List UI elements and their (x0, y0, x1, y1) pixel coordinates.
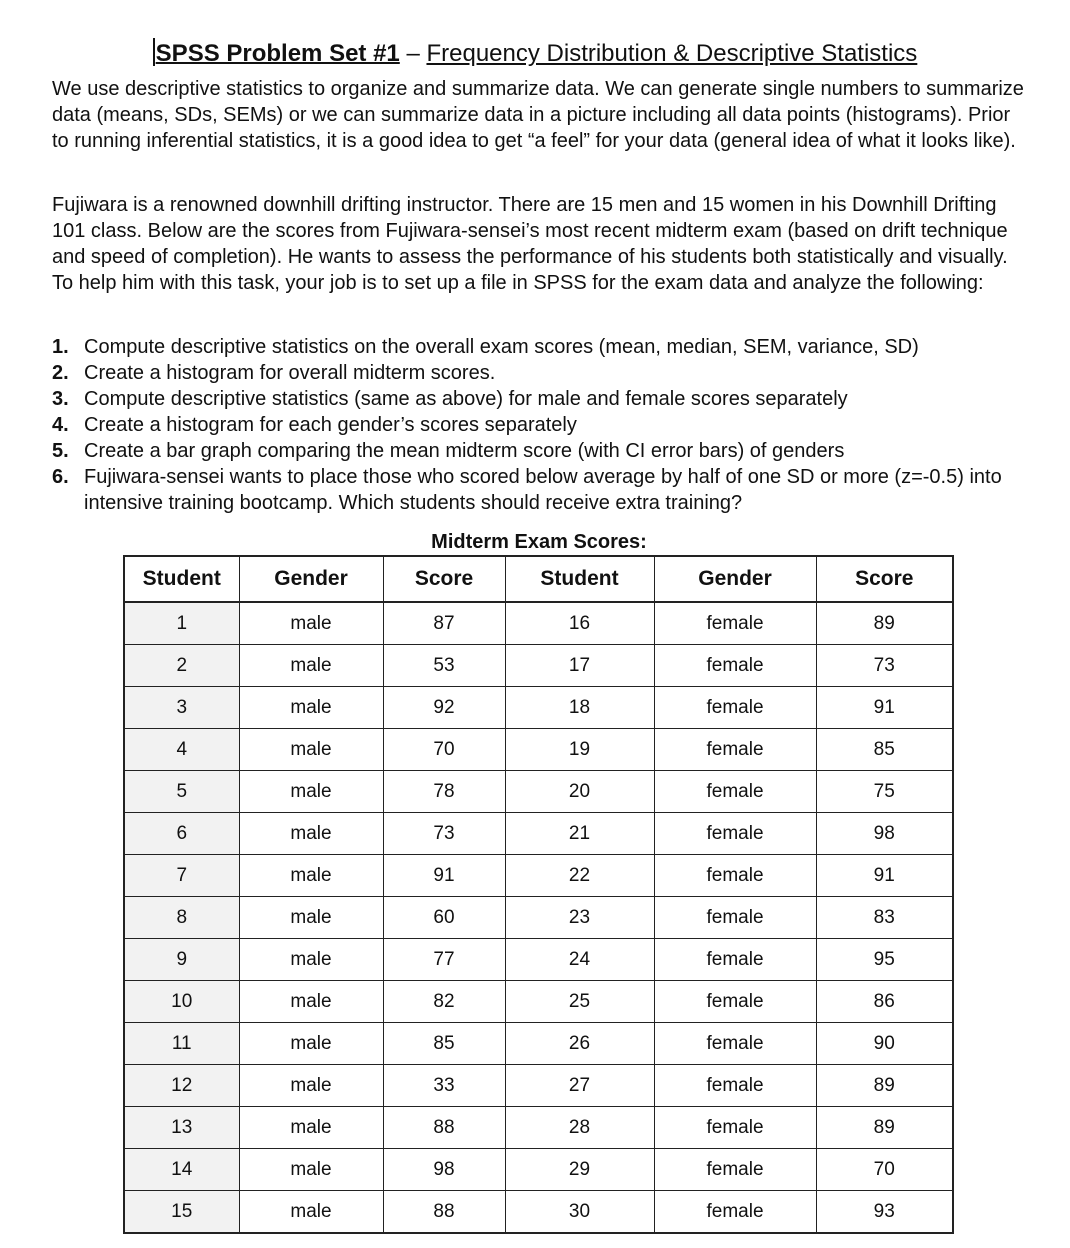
table-cell: 4 (124, 729, 239, 771)
table-cell: 12 (124, 1065, 239, 1107)
table-body (124, 602, 953, 1233)
table-cell: 85 (816, 729, 953, 771)
table-cell: 15 (124, 1191, 239, 1234)
table-cell: 20 (505, 771, 654, 813)
table-cell: 75 (816, 771, 953, 813)
table-row (124, 1191, 953, 1234)
table-cell: 7 (124, 855, 239, 897)
table-cell: 17 (505, 645, 654, 687)
table-row (124, 939, 953, 981)
table-cell: female (654, 1191, 816, 1234)
table-cell: 25 (505, 981, 654, 1023)
task-number: 4. (52, 414, 69, 436)
column-header: Student (124, 556, 239, 602)
task-text: Create a histogram for each gender’s scores separately (84, 414, 577, 436)
table-cell: 33 (383, 1065, 505, 1107)
task-text: Compute descriptive statistics on the overall exam scores (mean, median, SEM, variance, SD) (84, 336, 919, 358)
table-cell: 91 (816, 855, 953, 897)
table-cell: 89 (816, 1065, 953, 1107)
table-cell: female (654, 813, 816, 855)
table-cell: 89 (816, 602, 953, 645)
table-cell: 3 (124, 687, 239, 729)
table-cell: 29 (505, 1149, 654, 1191)
table-cell: 26 (505, 1023, 654, 1065)
table-row (124, 813, 953, 855)
table-cell: 90 (816, 1023, 953, 1065)
table-cell: 98 (816, 813, 953, 855)
table-row (124, 1065, 953, 1107)
table-row (124, 897, 953, 939)
table-cell: 6 (124, 813, 239, 855)
task-text: Fujiwara-sensei wants to place those who scored below average by half of one SD or more (z=-0.5) into intensive training bootcamp. Which students should receive extra training? (84, 466, 1002, 514)
task-text: Compute descriptive statistics (same as above) for male and female scores separately (84, 388, 848, 410)
title-subtitle: Frequency Distribution & Descriptive Statistics (426, 40, 918, 67)
task-number: 6. (52, 466, 69, 488)
table-cell: 88 (383, 1191, 505, 1234)
table-row (124, 602, 953, 645)
table-row (124, 645, 953, 687)
table-cell: female (654, 1065, 816, 1107)
table-cell: female (654, 981, 816, 1023)
table-cell: female (654, 939, 816, 981)
task-number: 1. (52, 336, 69, 358)
table-cell: 14 (124, 1149, 239, 1191)
table-cell: male (239, 981, 383, 1023)
table-cell: 89 (816, 1107, 953, 1149)
table-cell: 82 (383, 981, 505, 1023)
column-header: Student (505, 556, 654, 602)
table-cell: female (654, 729, 816, 771)
table-cell: 95 (816, 939, 953, 981)
table-cell: female (654, 645, 816, 687)
table-header-row (124, 556, 953, 602)
table-cell: 70 (816, 1149, 953, 1191)
table-cell: 85 (383, 1023, 505, 1065)
column-header: Gender (239, 556, 383, 602)
intro-paragraph-2: Fujiwara is a renowned downhill drifting instructor. There are 15 men and 15 women in his Downhill Drifting 101 class. Below are the scores from Fujiwara-sensei’s most recent midterm exam (based on drift technique and speed of completion). He wants to assess the performance of his students both statistically and visually. To help him with this task, your job is to set up a file in SPSS for the exam data and analyze the following: (52, 194, 1008, 294)
table-cell: 9 (124, 939, 239, 981)
task-item (52, 386, 1052, 412)
table-row (124, 981, 953, 1023)
table-cell: male (239, 897, 383, 939)
table-cell: 60 (383, 897, 505, 939)
table-cell: male (239, 1149, 383, 1191)
table-row (124, 687, 953, 729)
table-cell: 88 (383, 1107, 505, 1149)
table-cell: male (239, 1023, 383, 1065)
table-cell: 91 (816, 687, 953, 729)
table-cell: 1 (124, 602, 239, 645)
table-cell: female (654, 771, 816, 813)
table-cell: 73 (816, 645, 953, 687)
task-number: 3. (52, 388, 69, 410)
table-cell: 22 (505, 855, 654, 897)
task-text: Create a bar graph comparing the mean midterm score (with CI error bars) of genders (84, 440, 845, 462)
table-cell: 5 (124, 771, 239, 813)
table-cell: 8 (124, 897, 239, 939)
table-row (124, 729, 953, 771)
table-cell: 93 (816, 1191, 953, 1234)
table-cell: male (239, 687, 383, 729)
table-cell: female (654, 1023, 816, 1065)
table-cell: male (239, 855, 383, 897)
table-cell: 91 (383, 855, 505, 897)
table-cell: 73 (383, 813, 505, 855)
task-item (52, 464, 1052, 516)
table-cell: 24 (505, 939, 654, 981)
table-row (124, 1149, 953, 1191)
table-cell: 53 (383, 645, 505, 687)
table-cell: 2 (124, 645, 239, 687)
table-cell: male (239, 771, 383, 813)
column-header: Score (816, 556, 953, 602)
task-item (52, 438, 1052, 464)
task-number: 2. (52, 362, 69, 384)
task-list (52, 334, 1052, 516)
table-row (124, 1023, 953, 1065)
table-cell: male (239, 1065, 383, 1107)
table-cell: female (654, 1149, 816, 1191)
table-row (124, 855, 953, 897)
table-cell: female (654, 687, 816, 729)
table-cell: male (239, 602, 383, 645)
table-cell: female (654, 855, 816, 897)
table-cell: 16 (505, 602, 654, 645)
task-text: Create a histogram for overall midterm scores. (84, 362, 496, 384)
table-cell: 70 (383, 729, 505, 771)
table-row (124, 771, 953, 813)
column-header: Gender (654, 556, 816, 602)
table-cell: female (654, 1107, 816, 1149)
title-dash: – (399, 40, 427, 67)
column-header: Score (383, 556, 505, 602)
page-title (0, 38, 1070, 70)
table-title: Midterm Exam Scores: (431, 531, 647, 553)
table-cell: 19 (505, 729, 654, 771)
text-cursor (153, 38, 155, 66)
title-bold: SPSS Problem Set #1 (155, 40, 400, 67)
intro-paragraph-1: We use descriptive statistics to organize and summarize data. We can generate single numbers to summarize data (means, SDs, SEMs) or we can summarize data in a picture including all data points (histograms). Prior to running inferential statistics, it is a good idea to get “a feel” for your data (general idea of what it looks like). (52, 78, 1024, 152)
table-cell: 10 (124, 981, 239, 1023)
table-cell: 23 (505, 897, 654, 939)
table-cell: male (239, 813, 383, 855)
table-cell: male (239, 939, 383, 981)
table-cell: male (239, 1107, 383, 1149)
task-number: 5. (52, 440, 69, 462)
task-item (52, 360, 1052, 386)
table-cell: 87 (383, 602, 505, 645)
table-row (124, 1107, 953, 1149)
table-cell: 13 (124, 1107, 239, 1149)
table-cell: 86 (816, 981, 953, 1023)
table-cell: 18 (505, 687, 654, 729)
table-cell: female (654, 602, 816, 645)
table-cell: 27 (505, 1065, 654, 1107)
table-cell: 77 (383, 939, 505, 981)
scores-table (123, 555, 954, 1234)
table-cell: 83 (816, 897, 953, 939)
table-cell: 98 (383, 1149, 505, 1191)
table-cell: 92 (383, 687, 505, 729)
task-item (52, 334, 1052, 360)
task-item (52, 412, 1052, 438)
table-cell: female (654, 897, 816, 939)
table-cell: male (239, 645, 383, 687)
table-cell: 21 (505, 813, 654, 855)
table-cell: 30 (505, 1191, 654, 1234)
table-cell: 78 (383, 771, 505, 813)
table-cell: 28 (505, 1107, 654, 1149)
table-cell: male (239, 1191, 383, 1234)
table-cell: 11 (124, 1023, 239, 1065)
table-cell: male (239, 729, 383, 771)
